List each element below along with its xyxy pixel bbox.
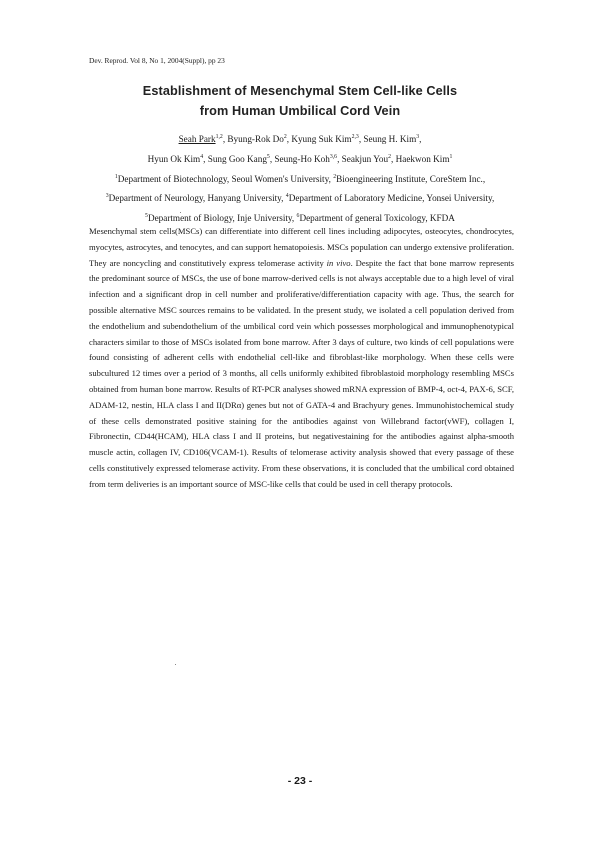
affiliation-superscript: 1 (114, 173, 118, 180)
affiliation-superscript: 3 (105, 193, 109, 200)
author-name: Seung-Ho Koh (274, 153, 330, 164)
journal-reference: Dev. Reprod. Vol 8, No 1, 2004(Suppl), pp 23 (89, 56, 225, 65)
title-line-2: from Human Umbilical Cord Vein (199, 104, 401, 118)
affiliation-superscript: 6 (296, 213, 300, 220)
scan-speck (175, 664, 176, 665)
title-line-1: Establishment of Mesenchymal Stem Cell-like Cells (142, 84, 458, 98)
page-number: - 23 - (287, 775, 313, 787)
author-superscript: 2 (388, 153, 392, 160)
affiliation-line-2 (0, 188, 600, 208)
affiliation-text: Department of Biotechnology, Seoul Women's University, (117, 173, 334, 184)
author-superscript: 1,2 (215, 134, 223, 140)
author-name: Seah Park (178, 134, 216, 145)
author-line-2: Hyun Ok Kim$^4$, Sung Goo Kang$^5$, Seung-Ho Koh$^{3,6}$, Seakjun You$^2$, Haekwon Kim$^1$ (147, 153, 453, 164)
abstract-part-2: . Despite the fact that bone marrow represents the predominant source of MSCs, the use of bone marrow-derived cells is not always acceptable due to a high level of viral infection and a significant drop in cell number and proliferative/differentiation capacity with age. Thus, the search for possible alternative MSC sources remains to be validated. In the present study, we isolated a cell population derived from the endothelium and subendothelium of the umbilical cord vein which possesses morphological and immunophenotypical characters similar to those of MSCs isolated from bone marrow. After 3 days of culture, two kinds of cell populations were found consisting of adherent cells with endothelial cell-like and fibroblast-like morphology. When these cells were subcultured 12 times over a period of 3 months, all cells uniformly exhibited fibroblastoid morphology resembling MSCs obtained from human bone marrow. Results of RT-PCR analyses showed mRNA expression of BMP-4, oct-4, PAX-6, SCF, ADAM-12, nestin, HLA class I and II(DRα) genes but not of GATA-4 and Brachyury genes. Immunohistochemical study of these cells demonstrated positive staining for the antibodies against von Willebrand factor(vWF), collagen I, Fibronectin, CD44(HCAM), HLA class I and II proteins, but negativestaining for the antibodies against alpha-smooth muscle actin, collagen IV, CD106(VCAM-1). Results of telomerase activity analysis showed that every passage of these cells constitutively expressed telomerase activity. From these observations, it is concluded that the umbilical cord obtained from term deliveries is an important source of MSC-like cells that could be used in cell therapy protocols. (89, 257, 514, 489)
author-name: Kyung Suk Kim (291, 134, 352, 145)
affiliation-text: Bioengineering Institute, CoreStem Inc., (336, 173, 486, 184)
affiliation-text: Department of Biology, Inje University, (147, 213, 297, 224)
abstract-italic-term: in vivo (326, 257, 351, 268)
author-superscript: 2,3 (351, 134, 359, 140)
author-line-1: Seah Park$^{1,2}$, Byung-Rok Do$^2$, Kyung Suk Kim$^{2,3}$, Seung H. Kim$^3$, (178, 134, 422, 145)
abstract-part-1: Mesenchymal stem cells(MSCs) can differentiate into different cell lines including adipocytes, osteocytes, chondrocytes, myocytes, astrocytes, and tenocytes, and can support hematopoiesis. MSCs population can undergo extensive proliferation. They are noncycling and constitutively express telomerase activity (89, 226, 514, 268)
affiliation-superscript: 4 (285, 193, 289, 200)
author-superscript: 1 (449, 153, 453, 160)
author-name: Byung-Rok Do (227, 134, 284, 145)
scan-speck (180, 212, 181, 213)
affiliation-text: Department of general Toxicology, KFDA (299, 213, 455, 224)
author-superscript: 5 (266, 153, 270, 160)
author-superscript: 3 (416, 134, 420, 140)
affiliation-superscript: 2 (333, 173, 337, 180)
author-name: Seung H. Kim (363, 134, 417, 145)
paper-title (0, 81, 600, 121)
author-superscript: 2 (283, 134, 287, 140)
author-name: Hyun Ok Kim (147, 153, 201, 164)
author-superscript: 3,6 (329, 153, 338, 160)
author-name: Seakjun You (341, 153, 389, 164)
author-name: Haekwon Kim (395, 153, 450, 164)
abstract-text (89, 224, 514, 493)
affiliation-text: Department of Neurology, Hanyang University, (108, 193, 286, 204)
author-name: Sung Goo Kang (207, 153, 267, 164)
affiliation-superscript: 5 (145, 213, 148, 220)
author-superscript: 4 (200, 153, 204, 160)
affiliation-line-1 (0, 169, 600, 189)
author-block (0, 129, 600, 228)
affiliation-text: Department of Laboratory Medicine, Yonsei University, (288, 193, 495, 204)
